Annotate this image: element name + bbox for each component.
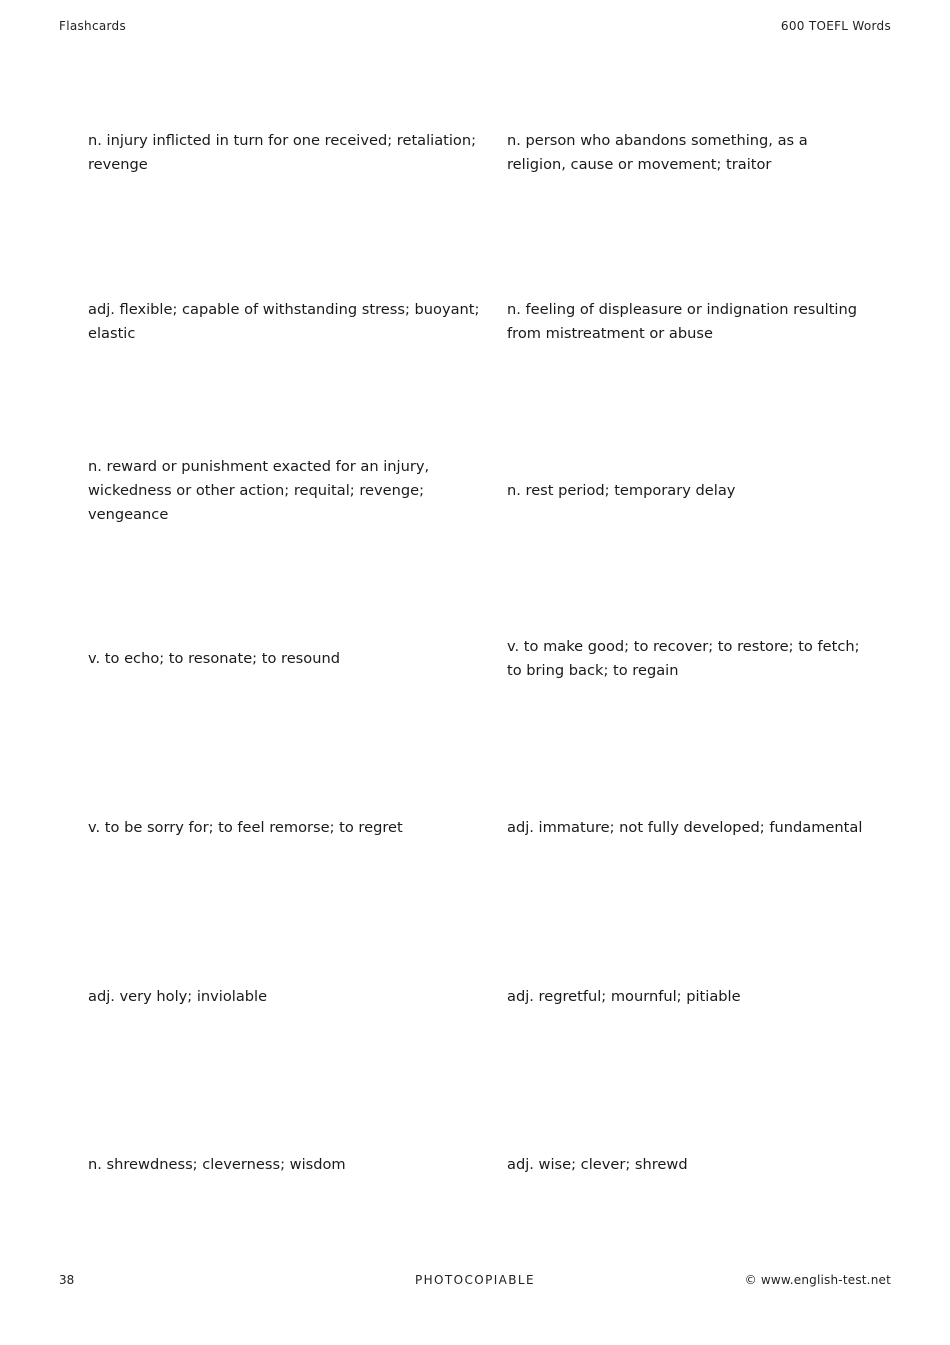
flashcard-definition: n. reward or punishment exacted for an injury, wickedness or other action; requital; revenge; vengeance [88, 457, 430, 523]
flashcard [88, 744, 507, 913]
flashcard [88, 406, 507, 575]
flashcard-definition: adj. very holy; inviolable [88, 987, 268, 1005]
photocopiable-label: PHOTOCOPIABLE [415, 1273, 535, 1287]
flashcard [507, 575, 878, 744]
flashcard [507, 406, 878, 575]
header-section-title: Flashcards [59, 19, 126, 33]
flashcard [88, 575, 507, 744]
flashcard [507, 69, 878, 238]
page-number: 38 [59, 1273, 75, 1287]
flashcard [88, 69, 507, 238]
flashcard-definition: adj. wise; clever; shrewd [507, 1156, 688, 1174]
flashcard-grid [88, 69, 878, 1250]
flashcard-definition: n. rest period; temporary delay [507, 481, 736, 499]
header-book-title: 600 TOEFL Words [780, 19, 891, 33]
flashcard-definition: adj. immature; not fully developed; fundamental [507, 819, 863, 837]
flashcard-definition: v. to make good; to recover; to restore; to fetch; to bring back; to regain [507, 638, 860, 680]
flashcard-definition: adj. regretful; mournful; pitiable [507, 987, 741, 1005]
flashcard-definition: v. to echo; to resonate; to resound [88, 650, 340, 668]
flashcard-definition: n. person who abandons something, as a religion, cause or movement; traitor [507, 132, 808, 174]
flashcard-definition: n. feeling of displeasure or indignation resulting from mistreatment or abuse [507, 301, 857, 343]
flashcard [507, 744, 878, 913]
flashcard-definition: v. to be sorry for; to feel remorse; to regret [88, 819, 403, 837]
flashcard-definition: adj. flexible; capable of withstanding stress; buoyant; elastic [88, 301, 480, 343]
flashcard [507, 912, 878, 1081]
copyright-url: © www.english-test.net [744, 1273, 891, 1287]
flashcard-definition: n. shrewdness; cleverness; wisdom [88, 1156, 346, 1174]
flashcard [88, 1081, 507, 1250]
flashcard [88, 238, 507, 407]
flashcard-definition: n. injury inflicted in turn for one received; retaliation; revenge [88, 132, 477, 174]
flashcard [88, 912, 507, 1081]
flashcard [507, 238, 878, 407]
flashcard [507, 1081, 878, 1250]
